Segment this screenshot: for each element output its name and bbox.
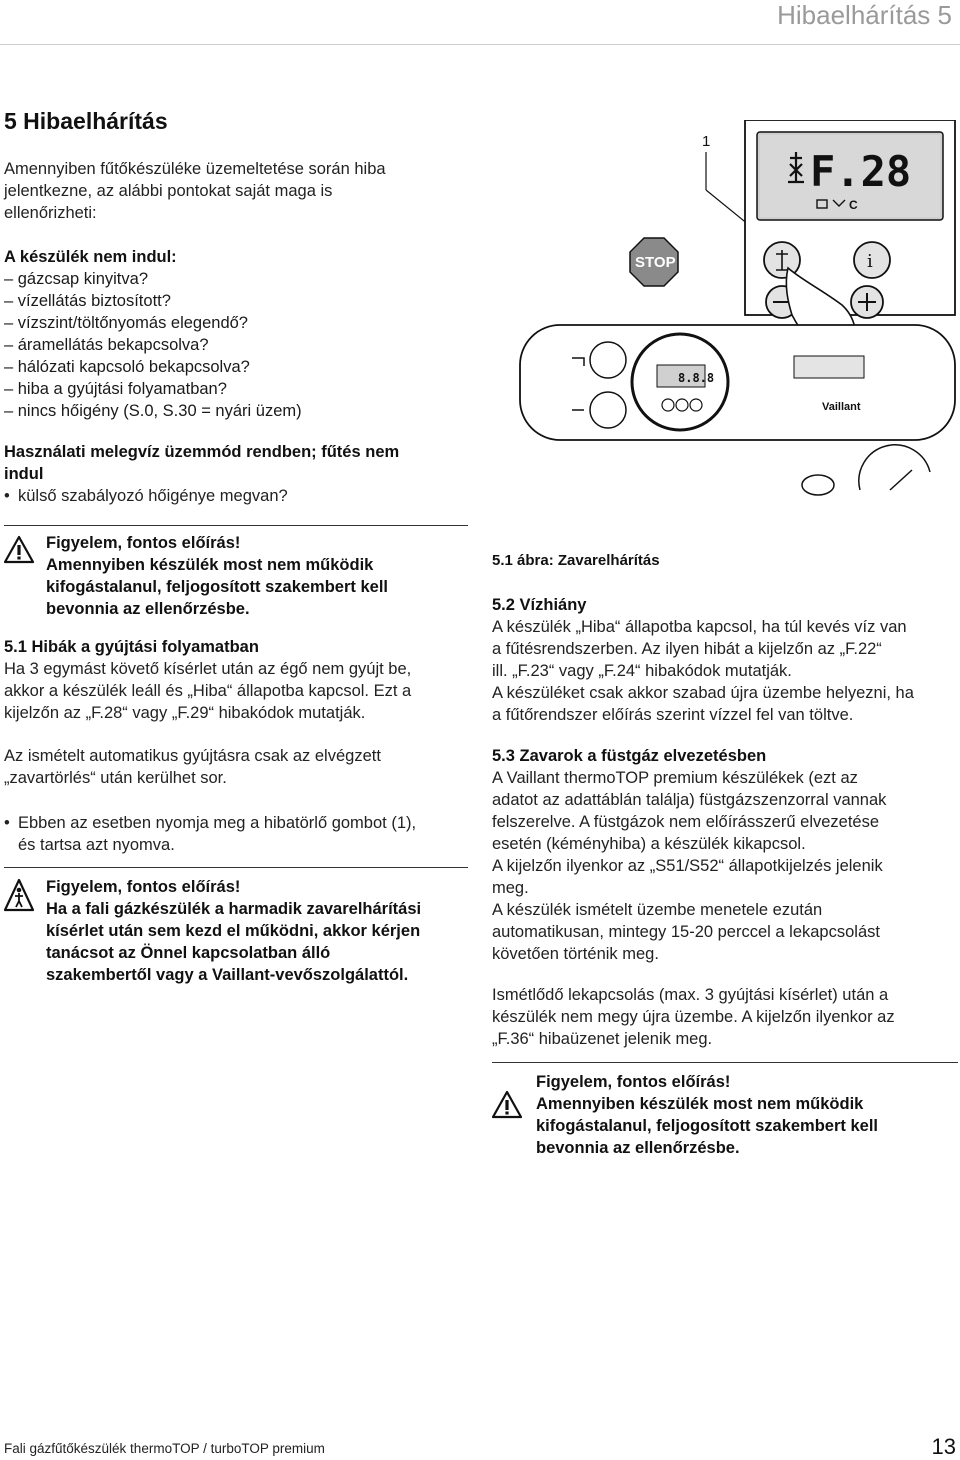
warning-rule <box>492 1062 958 1063</box>
warning-icon <box>492 1090 522 1120</box>
warning-line: kifogástalanul, feljogosított szakembert kell <box>46 578 388 596</box>
figure-caption: 5.1 ábra: Zavarelhárítás <box>492 552 660 569</box>
warning-icon <box>4 535 34 565</box>
flue-line: automatikusan, mintegy 15-20 perccel a lekapcsolást <box>492 923 880 941</box>
warning-title: Figyelem, fontos előírás! <box>46 878 241 896</box>
warning-title: Figyelem, fontos előírás! <box>46 534 241 552</box>
ignition-paragraph-2 <box>4 745 474 789</box>
section-title: 5 Hibaelhárítás <box>4 108 168 134</box>
no-start-block <box>4 246 474 422</box>
flue-line: adatot az adattáblán találja) füstgázszenzorral vannak <box>492 791 887 809</box>
flue-line: A Vaillant thermoTOP premium készülékek (ezt az <box>492 769 858 787</box>
pressure-gauge-icon <box>859 445 930 490</box>
running-header: Hibaelhárítás 5 <box>777 0 952 30</box>
boiler-control-panel-illustration <box>492 120 958 520</box>
svg-text:C: C <box>849 198 858 212</box>
warning-title: Figyelem, fontos előírás! <box>536 1073 731 1091</box>
ignition-line: kijelzőn az „F.28“ vagy „F.29“ hibakódok mutatják. <box>4 704 366 722</box>
warning-line: Amennyiben készülék most nem működik <box>536 1095 864 1113</box>
footer-text: Fali gázfűtőkészülék thermoTOP / turboTOP premium <box>4 1441 325 1456</box>
list-item: – gázcsap kinyitva? <box>4 270 148 288</box>
ignition-block <box>4 636 474 724</box>
water-line: a fűtésrendszerben. Az ilyen hibát a kijelzőn az „F.22“ <box>492 640 882 658</box>
flue-block <box>492 745 958 965</box>
list-item: – hiba a gyújtási folyamatban? <box>4 380 227 398</box>
list-item: – hálózati kapcsoló bekapcsolva? <box>4 358 250 376</box>
water-line: ill. „F.23“ vagy „F.24“ hibakódok mutatják. <box>492 662 792 680</box>
flue-paragraph-2 <box>492 984 958 1050</box>
boiler-panel <box>520 325 955 440</box>
flue-para2-line: készülék nem megy újra üzembe. A kijelzőn ilyenkor az <box>492 1008 895 1026</box>
bullet-icon: • <box>4 487 10 505</box>
page-number: 13 <box>931 1434 956 1459</box>
list-item: – vízellátás biztosított? <box>4 292 171 310</box>
heating-knob[interactable] <box>590 392 626 428</box>
water-line: A készülék „Hiba“ állapotba kapcsol, ha túl kevés víz van <box>492 618 907 636</box>
stop-label: STOP <box>635 254 676 271</box>
warning-line: Ha a fali gázkészülék a harmadik zavarelhárítási <box>46 900 422 918</box>
header-rule <box>0 44 960 45</box>
flue-title: 5.3 Zavarok a füstgáz elvezetésben <box>492 747 767 765</box>
list-item: – vízszint/töltőnyomás elegendő? <box>4 314 248 332</box>
warning-3 <box>536 1071 956 1159</box>
warning-1 <box>46 532 466 620</box>
ignition-bullet-line: Ebben az esetben nyomja meg a hibatörlő gombot (1), <box>18 814 417 832</box>
dhw-knob[interactable] <box>590 342 626 378</box>
hot-water-title-line2: indul <box>4 465 44 483</box>
ignition-line: Ha 3 egymást követő kísérlet után az égő nem gyújt be, <box>4 660 412 678</box>
no-start-title: A készülék nem indul: <box>4 248 177 266</box>
flue-line: meg. <box>492 879 529 897</box>
water-title: 5.2 Vízhiány <box>492 596 587 614</box>
bullet-icon: • <box>4 814 10 832</box>
warning-line: kifogástalanul, feljogosított szakembert kell <box>536 1117 878 1135</box>
ignition-bullet <box>4 812 474 856</box>
warning-rule <box>4 867 468 868</box>
ignition-bullet-line: és tartsa azt nyomva. <box>18 836 175 854</box>
water-line: A készüléket csak akkor szabad újra üzembe helyezni, ha <box>492 684 914 702</box>
hot-water-title-line1: Használati melegvíz üzemmód rendben; fűtés nem <box>4 443 400 461</box>
warning-line: kísérlet után sem kezd el működni, akkor kérjen <box>46 922 421 940</box>
flue-line: A készülék ismételt üzembe menetele ezután <box>492 901 823 919</box>
figure-label: 1 <box>702 133 711 150</box>
ignition-line: akkor a készülék leáll és „Hiba“ állapotba kapcsol. Ezt a <box>4 682 412 700</box>
water-line: a fűtőrendszer előírás szerint vízzel fel van töltve. <box>492 706 854 724</box>
list-item: – áramellátás bekapcsolva? <box>4 336 209 354</box>
intro-paragraph: Amennyiben fűtőkészüléke üzemeltetése során hiba jelentkezne, az alábbi pontokat saját maga is ellenőrizheti: <box>4 160 386 222</box>
flue-line: követően történik meg. <box>492 945 659 963</box>
flue-para2-line: Ismétlődő lekapcsolás (max. 3 gyújtási kísérlet) után a <box>492 986 889 1004</box>
warning-line: szakembertől vagy a Vaillant-vevőszolgálattól. <box>46 966 409 984</box>
water-block <box>492 594 958 726</box>
warning-line: bevonnia az ellenőrzésbe. <box>46 600 250 618</box>
no-start-list <box>4 268 474 422</box>
warning-rule <box>4 525 468 526</box>
main-switch[interactable] <box>802 475 834 495</box>
warning-person-icon <box>4 878 34 914</box>
ignition-title: 5.1 Hibák a gyújtási folyamatban <box>4 638 259 656</box>
ignition-para2-line: „zavartörlés“ után kerülhet sor. <box>4 769 227 787</box>
warning-line: Amennyiben készülék most nem működik <box>46 556 374 574</box>
display-code: F.28 <box>810 147 912 196</box>
hot-water-block <box>4 441 474 507</box>
warning-line: tanácsot az Önnel kapcsolatban álló <box>46 944 331 962</box>
warning-2 <box>46 876 476 986</box>
svg-text:i: i <box>867 251 873 272</box>
flue-line: esetén (kéményhiba) a készülék kikapcsol. <box>492 835 806 853</box>
hot-water-item: külső szabályozó hőigénye megvan? <box>18 487 288 505</box>
flue-para2-line: „F.36“ hibaüzenet jelenik meg. <box>492 1030 713 1048</box>
brand-label: Vaillant <box>822 401 861 413</box>
ignition-para2-line: Az ismételt automatikus gyújtásra csak az elvégzett <box>4 747 381 765</box>
list-item: – nincs hőigény (S.0, S.30 = nyári üzem) <box>4 402 302 420</box>
warning-line: bevonnia az ellenőrzésbe. <box>536 1139 740 1157</box>
flue-line: A kijelzőn ilyenkor az „S51/S52“ állapotkijelzés jelenik <box>492 857 883 875</box>
flue-line: felszerelve. A füstgázok nem előírásszerű elvezetése <box>492 813 880 831</box>
small-display: 8.8.8 <box>678 371 715 385</box>
